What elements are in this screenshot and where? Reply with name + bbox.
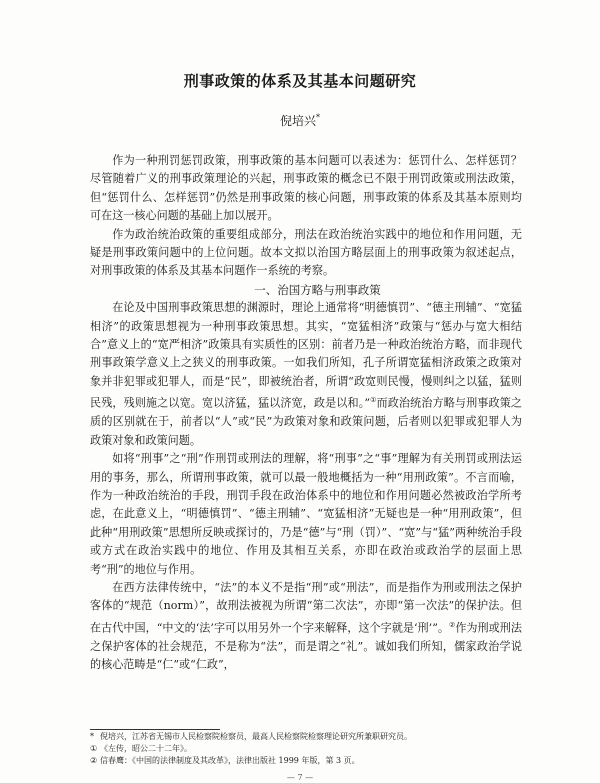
footnotes [90,731,522,767]
section-paragraph-3 [90,579,522,675]
author-footnote-mark: * [316,113,320,122]
paper-body [90,152,522,675]
footnote-ref-2: ② [449,620,456,629]
footnote [90,755,522,767]
page-number: — 7 — [286,773,314,782]
section-paragraph-3-text-a: 在西方法律传统中，“法”的本义不是指“刑”或“刑法”，而是指作为刑或刑法之保护客体的“规范（norm）”，故刑法被视为所谓“第二次法”，亦即“第一次法”的保护法。但在古代中国，“中文的‘法’字可以用另外一个字来解释，这个字就是‘刑’”。 [90,581,522,635]
author-name: 倪培兴 [279,114,316,128]
footnote [90,743,522,755]
footnote-mark: ① [90,744,98,753]
footnote-text: 《左传，昭公二十二年》。 [100,744,192,753]
intro-paragraph-2: 作为政治统治政策的重要组成部分，刑法在政治统治实践中的地位和作用问题，无疑是刑事政策问题中的上位问题。故本文拟以治国方略层面上的刑事政策为叙述起点，对刑事政策的体系及其基本问题作一系统的考察。 [90,227,522,278]
section-paragraph-1-text-b: 而政治统治方略与刑事政策之质的区别就在于，前者以“人”或“民”为政策对象和政策问题，后者则以犯罪或犯罪人为政策对象和政策问题。 [90,396,522,447]
section-paragraph-1 [90,299,522,450]
paper-title: 刑事政策的体系及其基本问题研究 [183,72,417,90]
section-paragraph-2: 如将“刑事”之“刑”作刑罚或刑法的理解，将“刑事”之“事”理解为有关刑罚或刑法运用的事务，那么，所谓刑事政策，就可以最一般地概括为一种“用刑政策”。不言而喻，作为一种政治统治的手段，刑罚手段在政治体系中的地位和作用问题必然被政治学所考虑，在此意义上，“明德慎罚”、“德主刑辅”、“宽猛相济”无疑也是一种“用刑政策”，但此种“用刑政策”思想所反映或探讨的，乃是“德”与“刑（罚）”、“宽”与“猛”两种统治手段或方式在政治实践中的地位、作用及其相互关系，亦即在政治或政治学的层面上思考“刑”的地位与作用。 [90,452,522,576]
footnote-text: 信春鹰：《中国的法律制度及其改革》，法律出版社 1999 年版，第 3 页。 [100,756,360,765]
intro-paragraph-1: 作为一种刑罚惩罚政策，刑事政策的基本问题可以表述为：惩罚什么、怎样惩罚？尽管随着广义的刑事政策理论的兴起，刑事政策的概念已不限于刑罚政策或刑法政策，但“惩罚什么、怎样惩罚”仍然是刑事政策的核心问题，刑事政策的体系及其基本原则均可在这一核心问题的基础上加以展开。 [90,154,522,223]
section-paragraph-1-text-a: 在论及中国刑事政策思想的渊源时，理论上通常将“明德慎罚”、“德主刑辅”、“宽猛相济”的政策思想视为一种刑事政策思想。其实，“宽猛相济”政策与“惩办与宽大相结合”意义上的“宽严相济”政策具有实质性的区别：前者乃是一种政治统治方略，而非现代刑事政策学意义上之狭义的刑事政策。一如我们所知，孔子所谓宽猛相济政策之政策对象并非犯罪或犯罪人，而是“民”，即被统治者，所谓“政宽则民慢，慢则纠之以猛，猛则民残，残则施之以宽。宽以济猛，猛以济宽，政是以和。” [90,301,522,410]
footnote-mark: * [90,732,94,741]
author-line [0,112,600,129]
footnote-ref-1: ① [370,396,377,405]
section-paragraph-3-text-b: 作为刑或刑法之保护客体的社会规范，不是称为“法”，而是谓之“礼”。诚如我们所知，儒家政治学说的核心范畴是“仁”或“仁政”， [90,621,522,672]
footnote-text: 倪培兴，江苏省无锡市人民检察院检察员，最高人民检察院检察理论研究所兼职研究员。 [100,732,412,741]
footnote-mark: ② [90,756,98,765]
footnote-divider [90,729,220,730]
section-heading: 一、治国方略与刑事政策 [254,282,381,297]
footnote [90,731,522,743]
